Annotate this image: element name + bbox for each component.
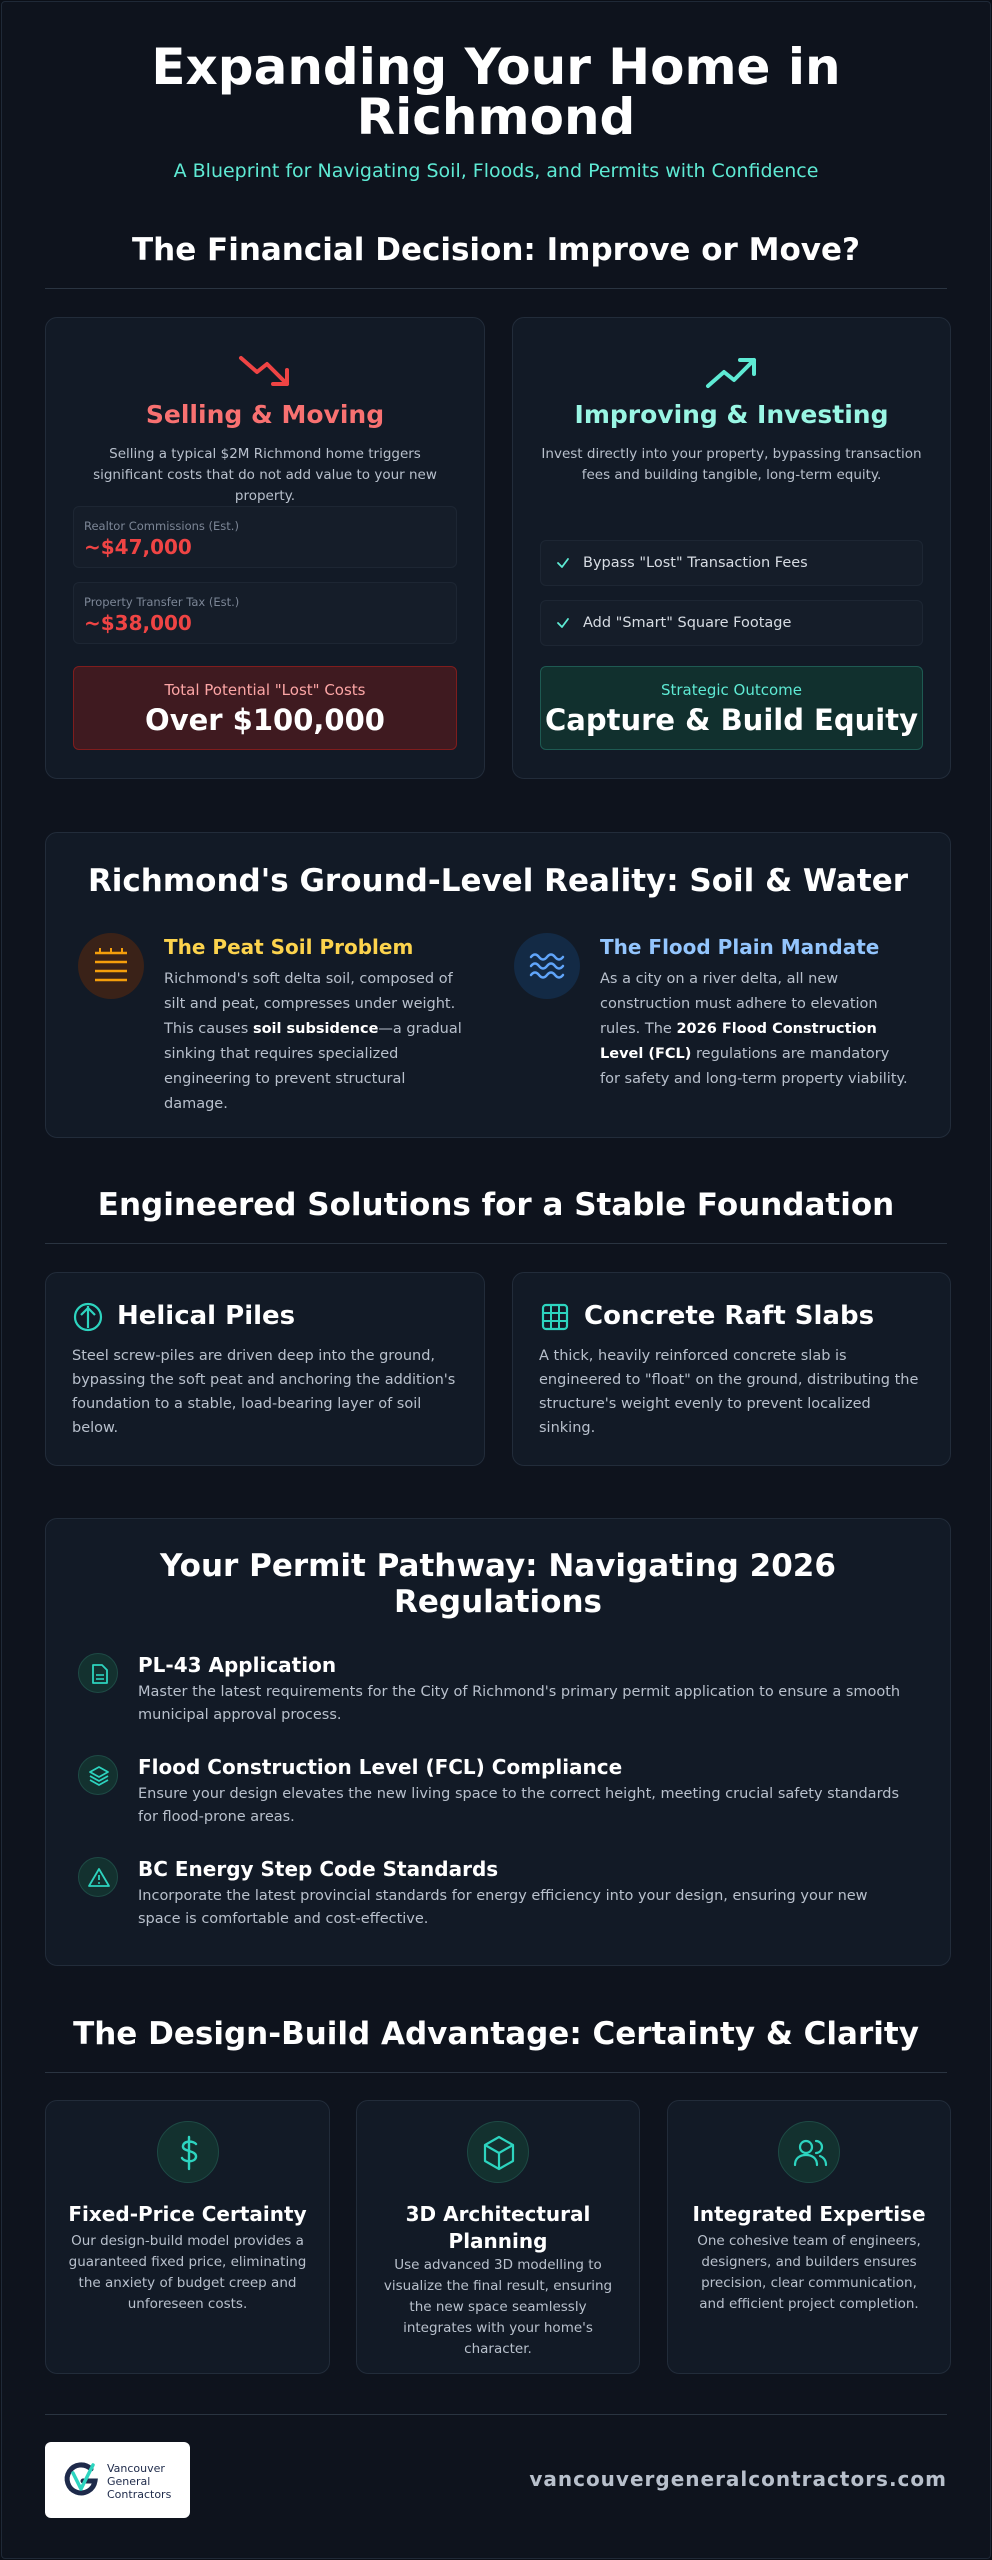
advantage-section — [2, 2016, 990, 2073]
hero — [2, 2, 990, 182]
permit-heading: BC Energy Step Code Standards — [138, 1857, 499, 1881]
solution-body: Steel screw-piles are driven deep into the ground, bypassing the soft peat and anchoring the addition's foundation to a stable, load-bearing layer of soil below. — [72, 1348, 456, 1436]
advantage-heading: Integrated Expertise — [692, 2202, 926, 2226]
flood-body — [600, 967, 908, 1092]
improving-card — [512, 317, 951, 779]
grid-icon — [539, 1301, 571, 1333]
soil-water-card — [45, 832, 951, 1138]
concrete-raft-card — [512, 1272, 951, 1466]
logo-mark-icon — [59, 2459, 103, 2501]
cube-icon — [467, 2121, 529, 2183]
peat-emphasis: soil subsidence — [252, 1020, 379, 1037]
peat-heading: The Peat Soil Problem — [164, 935, 414, 959]
solution-body: A thick, heavily reinforced concrete slab is engineered to "float" on the ground, distributing the structure's weight evenly to prevent localized sinking. — [539, 1348, 919, 1436]
peat-body — [164, 967, 472, 1117]
cost-label: Realtor Commissions (Est.) — [84, 519, 239, 533]
advantage-heading: 3D Architectural Planning — [405, 2202, 591, 2253]
advantage-card — [45, 2100, 330, 2374]
warning-icon — [78, 1857, 118, 1897]
infographic-page — [1, 1, 991, 2559]
permit-body: Master the latest requirements for the City of Richmond's primary permit application to ensure a smooth municipal approval process. — [138, 1684, 901, 1724]
anchor-icon — [72, 1301, 104, 1333]
outcome-label: Strategic Outcome — [660, 681, 803, 699]
check-icon — [555, 555, 571, 571]
permits-title: Your Permit Pathway: Navigating 2026 Regulations — [160, 1548, 836, 1620]
peat-text: Richmond's soft delta soil, composed of silt and peat, compresses under weight. This causes — [164, 971, 456, 1037]
logo-text — [107, 2462, 171, 2502]
permit-pathway-card — [45, 1518, 951, 1966]
benefit-text: Add "Smart" Square Footage — [583, 615, 792, 631]
selling-card — [45, 317, 485, 779]
improving-description: Invest directly into your property, bypassing transaction fees and building tangible, long-term equity. — [541, 446, 922, 483]
benefit-text: Bypass "Lost" Transaction Fees — [583, 555, 808, 571]
outcome-value: Capture & Build Equity — [545, 703, 918, 737]
solution-heading: Helical Piles — [117, 1301, 296, 1331]
peat-text: —a gradual sinking that requires specialized engineering to prevent structural damage. — [164, 1020, 462, 1112]
advantage-body: One cohesive team of engineers, designers, and builders ensures precision, clear communication, and efficient project completion. — [697, 2233, 921, 2312]
divider — [45, 1243, 947, 1244]
lost-costs-total — [73, 666, 457, 750]
financial-title: The Financial Decision: Improve or Move? — [131, 232, 860, 268]
financial-section — [2, 232, 990, 289]
divider — [45, 288, 947, 289]
selling-heading: Selling & Moving — [145, 400, 385, 429]
cost-value: ~$38,000 — [84, 611, 192, 635]
document-icon — [78, 1653, 118, 1693]
advantage-body: Use advanced 3D modelling to visualize the final result, ensuring the new space seamlessly integrates with your home's character. — [383, 2257, 613, 2357]
cost-row — [73, 582, 457, 644]
flood-heading: The Flood Plain Mandate — [600, 935, 880, 959]
flood-text: regulations are mandatory for safety and long-term property viability. — [600, 1045, 908, 1087]
cost-value: ~$47,000 — [84, 535, 192, 559]
page-title: Expanding Your Home in Richmond — [151, 38, 841, 146]
advantage-body: Our design-build model provides a guaranteed fixed price, eliminating the anxiety of budget creep and unforeseen costs. — [68, 2233, 307, 2312]
trend-down-icon — [46, 352, 484, 392]
team-icon — [778, 2121, 840, 2183]
advantage-title: The Design-Build Advantage: Certainty & Clarity — [73, 2016, 919, 2052]
total-value: Over $100,000 — [145, 703, 385, 737]
page-subtitle: A Blueprint for Navigating Soil, Floods, and Permits with Confidence — [173, 160, 819, 182]
soil-title: Richmond's Ground-Level Reality: Soil & Water — [87, 863, 909, 899]
solution-heading: Concrete Raft Slabs — [584, 1301, 875, 1331]
helical-piles-card — [45, 1272, 485, 1466]
cost-label: Property Transfer Tax (Est.) — [84, 595, 240, 609]
dollar-icon — [157, 2121, 219, 2183]
website-link[interactable]: vancouvergeneralcontractors.com — [529, 2467, 947, 2491]
company-logo[interactable] — [45, 2442, 190, 2518]
logo-line: Vancouver — [107, 2462, 165, 2475]
permit-heading: PL-43 Application — [138, 1653, 337, 1677]
benefit-row — [540, 540, 923, 586]
solutions-title: Engineered Solutions for a Stable Foundation — [97, 1187, 895, 1223]
divider — [45, 2072, 947, 2073]
solutions-section — [2, 1187, 990, 1244]
benefit-row — [540, 600, 923, 646]
logo-line: General — [107, 2475, 151, 2489]
flood-text: As a city on a river delta, all new construction must adhere to elevation rules. The — [600, 971, 878, 1037]
advantage-heading: Fixed-Price Certainty — [68, 2202, 307, 2226]
permit-heading: Flood Construction Level (FCL) Compliance — [138, 1755, 623, 1779]
strategic-outcome — [540, 666, 923, 750]
advantage-card — [356, 2100, 640, 2374]
trend-up-icon — [513, 352, 950, 392]
cost-row — [73, 506, 457, 568]
permit-body: Ensure your design elevates the new living space to the correct height, meeting crucial safety standards for flood-prone areas. — [138, 1786, 900, 1826]
permit-body: Incorporate the latest provincial standards for energy efficiency into your design, ensuring your new space is comfortable and cost-effective. — [138, 1888, 868, 1928]
logo-line: Contractors — [107, 2488, 172, 2502]
selling-description: Selling a typical $2M Richmond home triggers significant costs that do not add value to your new property. — [93, 446, 437, 504]
layers-icon — [78, 1755, 118, 1795]
advantage-card — [667, 2100, 951, 2374]
total-label: Total Potential "Lost" Costs — [164, 681, 366, 699]
flood-emphasis: 2026 Flood Construction Level (FCL) — [600, 1020, 877, 1062]
soil-layers-icon — [78, 933, 144, 999]
check-icon — [555, 615, 571, 631]
improving-heading: Improving & Investing — [574, 400, 889, 429]
divider — [45, 2414, 947, 2415]
waves-icon — [514, 933, 580, 999]
